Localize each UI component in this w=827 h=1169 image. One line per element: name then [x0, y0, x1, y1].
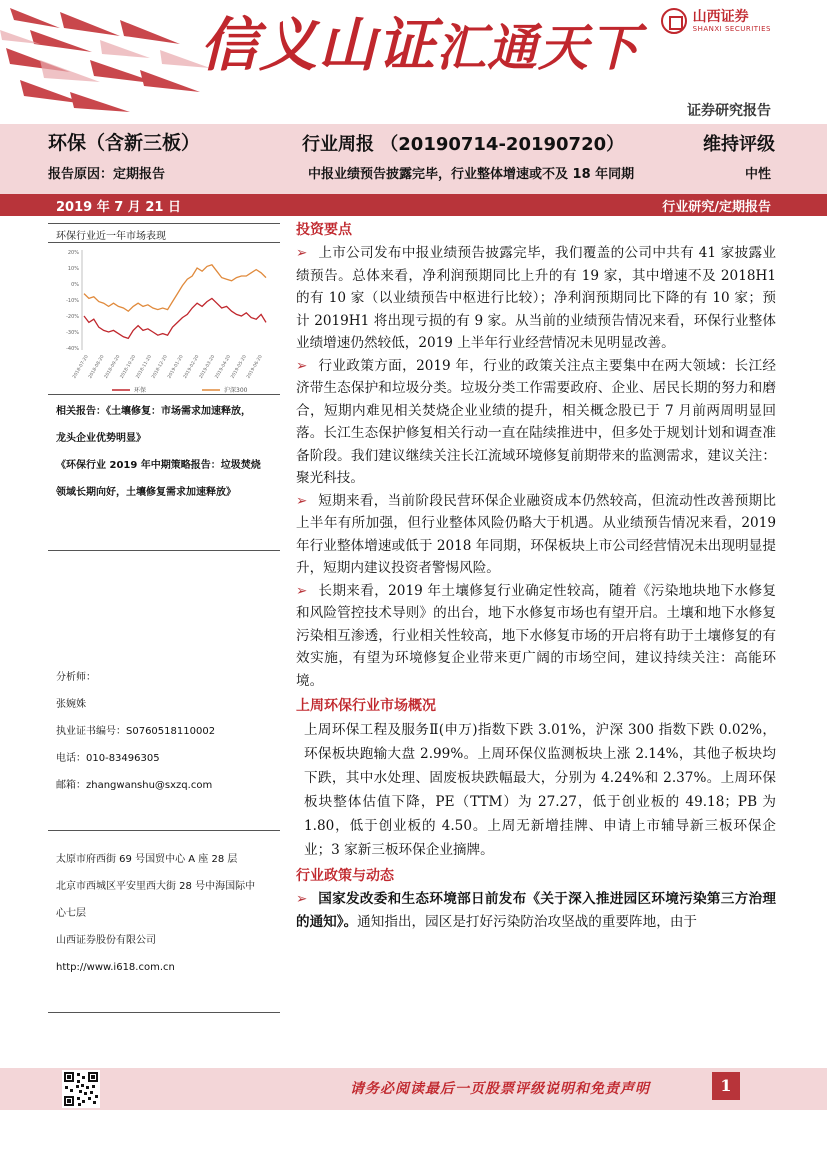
key-point-paragraph: ➢ 上市公司发布中报业绩预告披露完毕，我们覆盖的公司中共有 41 家披露业绩预告。总体来看，净利润预期同比上升的有 19 家，其中增速不及 2018H1 的有 10 家（以业绩预告中枢进行比较）；净利润预期同比下降的有 10 家；预计 2019H1 将出现亏损的有 9 家。从当前的业绩预告情况来看，环保行业整体业绩增速仍然较低，2019 上半年行业经营情况未见明显改善。: [296, 242, 776, 355]
series-line-沪深300: [84, 265, 266, 311]
market-paragraph: 上周环保工程及服务Ⅱ(申万)指数下跌 3.01%，沪深 300 指数下跌 0.02%，环保板块跑输大盘 2.99%。上周环保仪监测板块上涨 2.14%，其他子板块均下跌，其中水处理、固废板块跌幅最大，分别为 4.24%和 2.37%。上周环保板块整体估值下降，PE（TTM）为 27.27，低于创业板的 49.18；PB 为 1.80，低于创业板的 4.50。上周无新增挂牌、申请上市辅导新三板环保企业；3 家新三板环保企业摘牌。: [304, 722, 776, 858]
arrow-bullet-icon: ➢: [296, 245, 308, 261]
x-tick-label: 2018-11-20: [135, 354, 154, 380]
x-tick-label: 2018-09-20: [103, 354, 122, 380]
arrow-bullet-icon: ➢: [296, 492, 308, 509]
section-title-key-points: 投资要点: [296, 222, 352, 238]
analyst-email[interactable]: 邮箱：zhangwanshu@sxzq.com: [56, 780, 213, 791]
page-number: 1: [712, 1072, 740, 1100]
company-name: 山西证券股份有限公司: [56, 935, 156, 946]
company-logo: [661, 8, 771, 34]
report-date: 2019 年 7 月 21 日: [56, 200, 181, 215]
section-title-policy: 行业政策与动态: [296, 868, 394, 884]
chart-legend: [112, 386, 248, 394]
analyst-info: [56, 664, 278, 799]
rating-value: 中性: [744, 167, 771, 182]
related-report-line: 领域长期向好，土壤修复需求加速释放》: [56, 487, 236, 498]
related-report-line: 龙头企业优势明显》: [56, 433, 146, 444]
x-tick-label: 2018-10-20: [119, 354, 138, 380]
related-report-line: 相关报告：《土壤修复：市场需求加速释放，: [56, 406, 251, 417]
section-title-market: 上周环保行业市场概况: [296, 698, 436, 714]
logo-name-en: SHANXI SECURITIES: [692, 25, 771, 33]
x-tick-label: 2019-03-20: [198, 354, 217, 380]
divider: [48, 1012, 280, 1013]
y-tick-label: 0%: [71, 282, 79, 288]
related-report-line: 《环保行业 2019 年中期策略报告：垃圾焚烧: [56, 460, 261, 471]
company-website[interactable]: http://www.i618.com.cn: [56, 962, 175, 973]
disclaimer: 请务必阅读最后一页股票评级说明和免责声明: [350, 1081, 650, 1097]
weekly-title: 行业周报 （20190714-20190720）: [302, 134, 625, 155]
logo-icon: [661, 8, 687, 34]
divider: [48, 830, 280, 831]
arrow-bullet-icon: ➢: [296, 582, 308, 599]
x-tick-label: 2019-01-20: [167, 354, 185, 380]
analyst-phone: 电话：010-83496305: [56, 753, 160, 764]
y-tick-label: 20%: [67, 250, 79, 256]
slogan: 信义山证汇通天下: [200, 11, 641, 79]
x-tick-label: 2019-02-20: [183, 354, 201, 380]
analyst-label: 分析师：: [56, 672, 96, 683]
arrow-bullet-icon: ➢: [296, 891, 308, 907]
address-line: 太原市府西街 69 号国贸中心 A 座 28 层: [56, 854, 238, 865]
sector-title: 环保（含新三板）: [48, 132, 201, 154]
headline: 中报业绩预告披露完毕，行业整体增速或不及 18 年同期: [308, 167, 635, 182]
key-point-paragraph: ➢ 短期来看，当前阶段民营环保企业融资成本仍然较高，但流动性改善预期比上半年有所加强，但行业整体风险仍略大于机遇。从业绩预告情况来看，2019 年行业整体增速或低于 2018 年同期，环保板块上市公司经营情况未出现明显提升，短期内建议投资者警惕风险。: [296, 490, 776, 580]
x-tick-label: 2019-06-20: [246, 354, 264, 380]
main-content: [296, 220, 776, 933]
key-point-paragraph: ➢ 长期来看，2019 年土壤修复行业确定性较高，随着《污染地块地下水修复和风险管控技术导则》的出台，地下水修复市场也有望开启。土壤和地下水修复污染相互渗透，行业相关性较高，地下水修复市场的开启将有助于土壤修复的有效实施，有望为环境修复企业带来更广阔的市场空间，建议持续关注：高能环境。: [296, 580, 776, 693]
x-axis: [71, 354, 263, 380]
address-line: 北京市西城区平安里西大街 28 号中海国际中: [56, 881, 256, 892]
x-tick-label: 2019-04-20: [214, 354, 233, 380]
company-address: [56, 846, 278, 981]
y-tick-label: -30%: [66, 330, 79, 336]
arrow-bullet-icon: ➢: [296, 357, 308, 374]
analyst-license: 执业证书编号：S0760518110002: [56, 726, 216, 737]
logo-name-cn: 山西证券: [692, 9, 749, 25]
x-tick-label: 2018-12-20: [151, 354, 169, 380]
report-reason: 报告原因：定期报告: [48, 167, 166, 182]
report-category: 行业研究/定期报告: [662, 200, 771, 215]
divider: [48, 242, 280, 243]
rating-title: 维持评级: [703, 134, 775, 155]
x-tick-label: 2018-08-20: [88, 354, 106, 380]
y-tick-label: -40%: [66, 346, 79, 352]
legend-label: 沪深300: [224, 387, 248, 394]
related-reports: [56, 398, 278, 506]
legend-label: 环保: [134, 387, 147, 394]
divider: [48, 394, 280, 395]
y-tick-label: 10%: [67, 266, 79, 272]
x-tick-label: 2018-07-20: [72, 354, 90, 380]
address-line: 心七层: [56, 908, 86, 919]
analyst-name: 张婉姝: [56, 699, 86, 710]
y-tick-label: -20%: [66, 314, 79, 320]
y-tick-label: -10%: [66, 298, 79, 304]
key-point-paragraph: ➢ 行业政策方面，2019 年，行业的政策关注点主要集中在两大领域：长江经济带生态保护和垃圾分类。垃圾分类工作需要政府、企业、居民长期的努力和磨合，短期内难见相关焚烧企业业绩的提升，相关概念股已于 7 月前两周明显回落。长江生态保护修复相关行动一直在陆续推进中，但多处于规划计划和调查准备阶段。我们建议继续关注长江流域环境修复前期带来的监测需求，建议关注：聚光科技。: [296, 355, 776, 490]
market-chart: [52, 244, 276, 396]
divider: [48, 550, 280, 551]
series-lines: [84, 265, 266, 339]
y-axis: [66, 250, 79, 352]
policy-paragraph: ➢ 国家发改委和生态环境部日前发布《关于深入推进园区环境污染第三方治理的通知》。通知指出，园区是打好污染防治攻坚战的重要阵地，由于: [296, 888, 776, 933]
report-type: 证券研究报告: [687, 103, 771, 118]
x-tick-label: 2019-05-20: [230, 354, 248, 380]
sidebar: [48, 220, 280, 1020]
divider: [48, 223, 280, 224]
chart-title: 环保行业近一年市场表现: [56, 231, 166, 242]
qr-code-icon: [62, 1070, 100, 1108]
header-banner: [0, 0, 827, 118]
